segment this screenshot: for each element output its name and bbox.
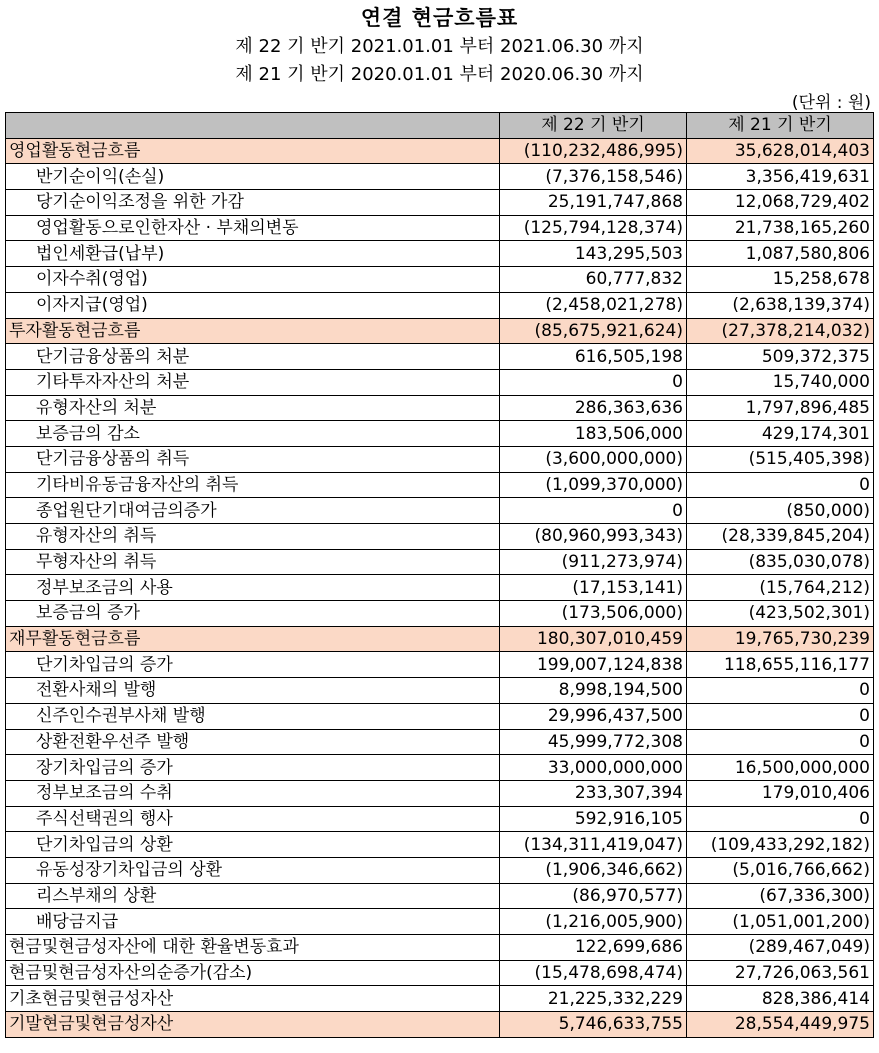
table-row	[6, 267, 874, 293]
current-period-value: 233,307,394	[500, 780, 687, 806]
unit-label: (단위 : 원)	[791, 93, 871, 113]
table-row	[6, 524, 874, 550]
table-row	[6, 549, 874, 575]
prior-period-value: (289,467,049)	[687, 935, 874, 961]
row-label: 당기순이익조정을 위한 가감	[6, 190, 500, 216]
prior-period-value: 12,068,729,402	[687, 190, 874, 216]
row-label: 보증금의 감소	[6, 421, 500, 447]
current-period-value: 29,996,437,500	[500, 703, 687, 729]
prior-period-value: (423,502,301)	[687, 601, 874, 627]
row-label: 보증금의 증가	[6, 601, 500, 627]
prior-period-value: (67,336,300)	[687, 883, 874, 909]
current-period-value: 21,225,332,229	[500, 986, 687, 1012]
table-row	[6, 960, 874, 986]
table-row	[6, 601, 874, 627]
current-period-value: 183,506,000	[500, 421, 687, 447]
current-period-value: 45,999,772,308	[500, 729, 687, 755]
table-row	[6, 883, 874, 909]
prior-period-value: (28,339,845,204)	[687, 524, 874, 550]
prior-period-value: (109,433,292,182)	[687, 832, 874, 858]
header-row	[6, 113, 874, 139]
prior-period-value: 35,628,014,403	[687, 138, 874, 164]
table-row	[6, 369, 874, 395]
row-label: 재무활동현금흐름	[6, 626, 500, 652]
prior-period-value: 118,655,116,177	[687, 652, 874, 678]
row-label: 전환사채의 발행	[6, 678, 500, 704]
table-row	[6, 472, 874, 498]
row-label: 이자수취(영업)	[6, 267, 500, 293]
table-row	[6, 780, 874, 806]
prior-period-value: 21,738,165,260	[687, 215, 874, 241]
current-period-value: (80,960,993,343)	[500, 524, 687, 550]
row-label: 단기차입금의 상환	[6, 832, 500, 858]
table-row	[6, 446, 874, 472]
current-period-value: 0	[500, 498, 687, 524]
table-row	[6, 164, 874, 190]
header-prior-period: 제 21 기 반기	[687, 113, 874, 139]
row-label: 현금및현금성자산의순증가(감소)	[6, 960, 500, 986]
period-prior: 제 21 기 반기 2020.01.01 부터 2020.06.30 까지	[235, 64, 644, 85]
current-period-value: (125,794,128,374)	[500, 215, 687, 241]
row-label: 종업원단기대여금의증가	[6, 498, 500, 524]
prior-period-value: 1,797,896,485	[687, 395, 874, 421]
row-label: 기말현금및현금성자산	[6, 1012, 500, 1038]
table-row	[6, 857, 874, 883]
table-row	[6, 190, 874, 216]
prior-period-value: 0	[687, 729, 874, 755]
table-row	[6, 395, 874, 421]
current-period-value: (85,675,921,624)	[500, 318, 687, 344]
table-row	[6, 318, 874, 344]
row-label: 기타비유동금융자산의 취득	[6, 472, 500, 498]
row-label: 정부보조금의 수취	[6, 780, 500, 806]
prior-period-value: (2,638,139,374)	[687, 292, 874, 318]
row-label: 영업활동으로인한자산 · 부채의변동	[6, 215, 500, 241]
row-label: 법인세환급(납부)	[6, 241, 500, 267]
row-label: 이자지급(영업)	[6, 292, 500, 318]
table-row	[6, 806, 874, 832]
prior-period-value: 0	[687, 703, 874, 729]
table-row	[6, 344, 874, 370]
row-label: 반기순이익(손실)	[6, 164, 500, 190]
row-label: 단기차입금의 증가	[6, 652, 500, 678]
current-period-value: 8,998,194,500	[500, 678, 687, 704]
current-period-value: 286,363,636	[500, 395, 687, 421]
prior-period-value: 1,087,580,806	[687, 241, 874, 267]
row-label: 신주인수권부사채 발행	[6, 703, 500, 729]
table-row	[6, 138, 874, 164]
current-period-value: 143,295,503	[500, 241, 687, 267]
current-period-value: 199,007,124,838	[500, 652, 687, 678]
prior-period-value: (5,016,766,662)	[687, 857, 874, 883]
statement-title: 연결 현금흐름표	[360, 6, 519, 30]
current-period-value: (110,232,486,995)	[500, 138, 687, 164]
current-period-value: (134,311,419,047)	[500, 832, 687, 858]
prior-period-value: (515,405,398)	[687, 446, 874, 472]
prior-period-value: 15,740,000	[687, 369, 874, 395]
row-label: 유동성장기차입금의 상환	[6, 857, 500, 883]
prior-period-value: 27,726,063,561	[687, 960, 874, 986]
prior-period-value: 0	[687, 678, 874, 704]
prior-period-value: (835,030,078)	[687, 549, 874, 575]
current-period-value: 33,000,000,000	[500, 755, 687, 781]
prior-period-value: 429,174,301	[687, 421, 874, 447]
current-period-value: 0	[500, 369, 687, 395]
prior-period-value: 509,372,375	[687, 344, 874, 370]
table-row	[6, 292, 874, 318]
table-row	[6, 986, 874, 1012]
row-label: 정부보조금의 사용	[6, 575, 500, 601]
prior-period-value: 3,356,419,631	[687, 164, 874, 190]
row-label: 단기금융상품의 처분	[6, 344, 500, 370]
row-label: 투자활동현금흐름	[6, 318, 500, 344]
table-row	[6, 755, 874, 781]
table-row	[6, 241, 874, 267]
prior-period-value: 828,386,414	[687, 986, 874, 1012]
current-period-value: (1,099,370,000)	[500, 472, 687, 498]
current-period-value: (15,478,698,474)	[500, 960, 687, 986]
current-period-value: (17,153,141)	[500, 575, 687, 601]
prior-period-value: 15,258,678	[687, 267, 874, 293]
row-label: 리스부채의 상환	[6, 883, 500, 909]
table-row	[6, 832, 874, 858]
row-label: 배당금지급	[6, 909, 500, 935]
table-row	[6, 703, 874, 729]
row-label: 영업활동현금흐름	[6, 138, 500, 164]
row-label: 기타투자자산의 처분	[6, 369, 500, 395]
current-period-value: (1,906,346,662)	[500, 857, 687, 883]
current-period-value: 60,777,832	[500, 267, 687, 293]
period-current: 제 22 기 반기 2021.01.01 부터 2021.06.30 까지	[235, 36, 644, 57]
current-period-value: (173,506,000)	[500, 601, 687, 627]
current-period-value: (2,458,021,278)	[500, 292, 687, 318]
row-label: 단기금융상품의 취득	[6, 446, 500, 472]
prior-period-value: 0	[687, 806, 874, 832]
row-label: 현금및현금성자산에 대한 환율변동효과	[6, 935, 500, 961]
row-label: 상환전환우선주 발행	[6, 729, 500, 755]
table-row	[6, 575, 874, 601]
prior-period-value: (850,000)	[687, 498, 874, 524]
prior-period-value: (27,378,214,032)	[687, 318, 874, 344]
current-period-value: (86,970,577)	[500, 883, 687, 909]
current-period-value: (911,273,974)	[500, 549, 687, 575]
table-body	[6, 138, 874, 1037]
table-row	[6, 498, 874, 524]
table-row	[6, 652, 874, 678]
prior-period-value: (15,764,212)	[687, 575, 874, 601]
current-period-value: (3,600,000,000)	[500, 446, 687, 472]
row-label: 유형자산의 처분	[6, 395, 500, 421]
current-period-value: (1,216,005,900)	[500, 909, 687, 935]
row-label: 장기차입금의 증가	[6, 755, 500, 781]
table-row	[6, 729, 874, 755]
prior-period-value: 19,765,730,239	[687, 626, 874, 652]
table-row	[6, 678, 874, 704]
current-period-value: 122,699,686	[500, 935, 687, 961]
current-period-value: 180,307,010,459	[500, 626, 687, 652]
current-period-value: 592,916,105	[500, 806, 687, 832]
table-row	[6, 421, 874, 447]
current-period-value: 25,191,747,868	[500, 190, 687, 216]
table-row	[6, 1012, 874, 1038]
prior-period-value: 16,500,000,000	[687, 755, 874, 781]
header-label-cell	[6, 113, 500, 139]
row-label: 기초현금및현금성자산	[6, 986, 500, 1012]
table-row	[6, 215, 874, 241]
table-row	[6, 935, 874, 961]
header-current-period: 제 22 기 반기	[500, 113, 687, 139]
current-period-value: 5,746,633,755	[500, 1012, 687, 1038]
prior-period-value: 179,010,406	[687, 780, 874, 806]
cash-flow-table	[5, 112, 874, 1038]
table-row	[6, 626, 874, 652]
current-period-value: 616,505,198	[500, 344, 687, 370]
row-label: 무형자산의 취득	[6, 549, 500, 575]
row-label: 주식선택권의 행사	[6, 806, 500, 832]
prior-period-value: 28,554,449,975	[687, 1012, 874, 1038]
prior-period-value: 0	[687, 472, 874, 498]
row-label: 유형자산의 취득	[6, 524, 500, 550]
prior-period-value: (1,051,001,200)	[687, 909, 874, 935]
table-row	[6, 909, 874, 935]
current-period-value: (7,376,158,546)	[500, 164, 687, 190]
